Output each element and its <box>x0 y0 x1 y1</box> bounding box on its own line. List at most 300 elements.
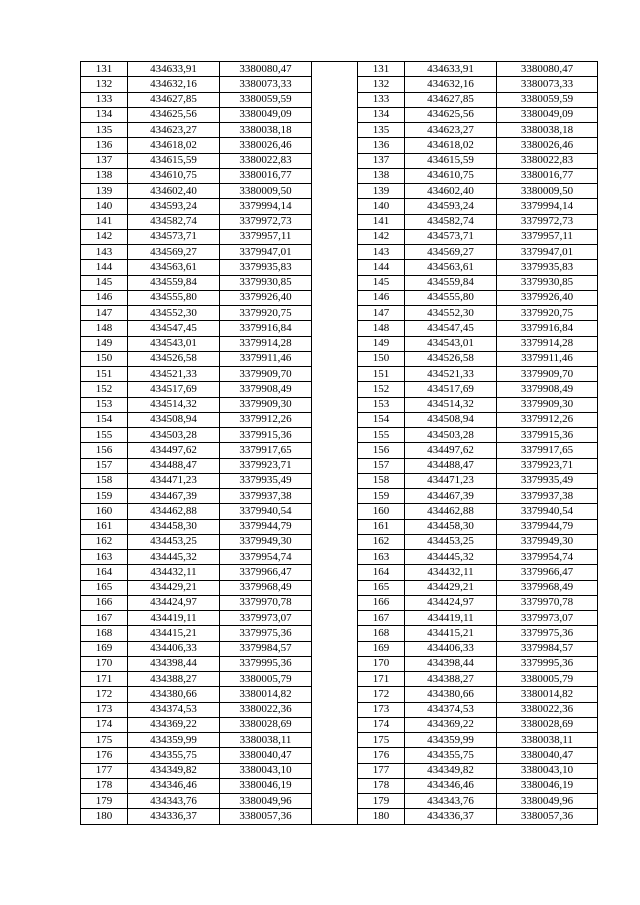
right-x-coordinate-cell: 434555,80 <box>405 290 497 305</box>
left-y-coordinate-cell: 3380046,19 <box>220 778 312 793</box>
spacer-column-cell <box>312 260 358 275</box>
left-point-number-cell: 166 <box>81 595 128 610</box>
spacer-column-cell <box>312 351 358 366</box>
right-x-coordinate-cell: 434623,27 <box>405 123 497 138</box>
spacer-column-cell <box>312 733 358 748</box>
left-y-coordinate-cell: 3379957,11 <box>220 229 312 244</box>
table-row <box>81 397 598 412</box>
right-y-coordinate-cell: 3380038,11 <box>497 733 598 748</box>
table-row <box>81 672 598 687</box>
left-x-coordinate-cell: 434627,85 <box>128 92 220 107</box>
left-point-number-cell: 148 <box>81 321 128 336</box>
left-y-coordinate-cell: 3379935,49 <box>220 473 312 488</box>
left-point-number-cell: 143 <box>81 245 128 260</box>
left-point-number-cell: 155 <box>81 428 128 443</box>
spacer-column-cell <box>312 702 358 717</box>
left-x-coordinate-cell: 434559,84 <box>128 275 220 290</box>
right-y-coordinate-cell: 3380014,82 <box>497 687 598 702</box>
right-y-coordinate-cell: 3379973,07 <box>497 611 598 626</box>
table-row <box>81 717 598 732</box>
table-row <box>81 62 598 77</box>
coordinates-table-body <box>81 62 598 825</box>
left-point-number-cell: 142 <box>81 229 128 244</box>
left-x-coordinate-cell: 434432,11 <box>128 565 220 580</box>
spacer-column-cell <box>312 489 358 504</box>
spacer-column-cell <box>312 214 358 229</box>
spacer-column-cell <box>312 473 358 488</box>
right-y-coordinate-cell: 3380043,10 <box>497 763 598 778</box>
right-x-coordinate-cell: 434573,71 <box>405 229 497 244</box>
left-y-coordinate-cell: 3380073,33 <box>220 77 312 92</box>
left-x-coordinate-cell: 434369,22 <box>128 717 220 732</box>
left-y-coordinate-cell: 3379968,49 <box>220 580 312 595</box>
table-row <box>81 428 598 443</box>
spacer-column-cell <box>312 717 358 732</box>
table-row <box>81 107 598 122</box>
spacer-column-cell <box>312 77 358 92</box>
right-point-number-cell: 143 <box>358 245 405 260</box>
right-x-coordinate-cell: 434582,74 <box>405 214 497 229</box>
right-point-number-cell: 135 <box>358 123 405 138</box>
right-x-coordinate-cell: 434593,24 <box>405 199 497 214</box>
right-x-coordinate-cell: 434406,33 <box>405 641 497 656</box>
spacer-column-cell <box>312 290 358 305</box>
left-x-coordinate-cell: 434445,32 <box>128 550 220 565</box>
right-x-coordinate-cell: 434424,97 <box>405 595 497 610</box>
right-x-coordinate-cell: 434552,30 <box>405 306 497 321</box>
right-point-number-cell: 144 <box>358 260 405 275</box>
right-y-coordinate-cell: 3380040,47 <box>497 748 598 763</box>
table-row <box>81 595 598 610</box>
right-y-coordinate-cell: 3379920,75 <box>497 306 598 321</box>
table-row <box>81 123 598 138</box>
table-row <box>81 351 598 366</box>
right-point-number-cell: 173 <box>358 702 405 717</box>
right-x-coordinate-cell: 434369,22 <box>405 717 497 732</box>
spacer-column-cell <box>312 168 358 183</box>
left-point-number-cell: 165 <box>81 580 128 595</box>
left-x-coordinate-cell: 434623,27 <box>128 123 220 138</box>
left-y-coordinate-cell: 3380038,18 <box>220 123 312 138</box>
table-row <box>81 656 598 671</box>
right-x-coordinate-cell: 434618,02 <box>405 138 497 153</box>
right-point-number-cell: 155 <box>358 428 405 443</box>
left-point-number-cell: 170 <box>81 656 128 671</box>
right-point-number-cell: 158 <box>358 473 405 488</box>
right-x-coordinate-cell: 434336,37 <box>405 809 497 824</box>
left-point-number-cell: 171 <box>81 672 128 687</box>
table-row <box>81 641 598 656</box>
left-y-coordinate-cell: 3379995,36 <box>220 656 312 671</box>
right-point-number-cell: 162 <box>358 534 405 549</box>
spacer-column-cell <box>312 153 358 168</box>
left-x-coordinate-cell: 434593,24 <box>128 199 220 214</box>
left-point-number-cell: 152 <box>81 382 128 397</box>
right-x-coordinate-cell: 434346,46 <box>405 778 497 793</box>
left-x-coordinate-cell: 434503,28 <box>128 428 220 443</box>
left-point-number-cell: 153 <box>81 397 128 412</box>
right-point-number-cell: 165 <box>358 580 405 595</box>
right-y-coordinate-cell: 3380038,18 <box>497 123 598 138</box>
left-y-coordinate-cell: 3380057,36 <box>220 809 312 824</box>
table-row <box>81 92 598 107</box>
right-x-coordinate-cell: 434432,11 <box>405 565 497 580</box>
right-x-coordinate-cell: 434374,53 <box>405 702 497 717</box>
table-row <box>81 306 598 321</box>
left-point-number-cell: 160 <box>81 504 128 519</box>
right-y-coordinate-cell: 3379947,01 <box>497 245 598 260</box>
left-y-coordinate-cell: 3379947,01 <box>220 245 312 260</box>
right-y-coordinate-cell: 3380080,47 <box>497 62 598 77</box>
spacer-column-cell <box>312 580 358 595</box>
table-row <box>81 412 598 427</box>
left-x-coordinate-cell: 434380,66 <box>128 687 220 702</box>
left-y-coordinate-cell: 3380059,59 <box>220 92 312 107</box>
left-x-coordinate-cell: 434424,97 <box>128 595 220 610</box>
right-y-coordinate-cell: 3380016,77 <box>497 168 598 183</box>
spacer-column-cell <box>312 778 358 793</box>
right-x-coordinate-cell: 434458,30 <box>405 519 497 534</box>
spacer-column-cell <box>312 245 358 260</box>
left-x-coordinate-cell: 434521,33 <box>128 367 220 382</box>
left-y-coordinate-cell: 3379954,74 <box>220 550 312 565</box>
right-y-coordinate-cell: 3380049,09 <box>497 107 598 122</box>
left-y-coordinate-cell: 3380049,09 <box>220 107 312 122</box>
left-point-number-cell: 176 <box>81 748 128 763</box>
left-x-coordinate-cell: 434526,58 <box>128 351 220 366</box>
right-point-number-cell: 171 <box>358 672 405 687</box>
right-x-coordinate-cell: 434569,27 <box>405 245 497 260</box>
right-y-coordinate-cell: 3380057,36 <box>497 809 598 824</box>
right-x-coordinate-cell: 434633,91 <box>405 62 497 77</box>
left-x-coordinate-cell: 434406,33 <box>128 641 220 656</box>
left-point-number-cell: 164 <box>81 565 128 580</box>
right-y-coordinate-cell: 3379908,49 <box>497 382 598 397</box>
table-row <box>81 504 598 519</box>
right-point-number-cell: 180 <box>358 809 405 824</box>
spacer-column-cell <box>312 641 358 656</box>
right-point-number-cell: 140 <box>358 199 405 214</box>
right-x-coordinate-cell: 434610,75 <box>405 168 497 183</box>
left-x-coordinate-cell: 434359,99 <box>128 733 220 748</box>
right-point-number-cell: 166 <box>358 595 405 610</box>
left-y-coordinate-cell: 3379908,49 <box>220 382 312 397</box>
table-row <box>81 489 598 504</box>
right-y-coordinate-cell: 3379911,46 <box>497 351 598 366</box>
left-x-coordinate-cell: 434508,94 <box>128 412 220 427</box>
left-point-number-cell: 180 <box>81 809 128 824</box>
right-y-coordinate-cell: 3379935,49 <box>497 473 598 488</box>
left-y-coordinate-cell: 3380009,50 <box>220 184 312 199</box>
left-point-number-cell: 147 <box>81 306 128 321</box>
right-point-number-cell: 172 <box>358 687 405 702</box>
right-y-coordinate-cell: 3380073,33 <box>497 77 598 92</box>
left-x-coordinate-cell: 434467,39 <box>128 489 220 504</box>
left-point-number-cell: 144 <box>81 260 128 275</box>
right-point-number-cell: 175 <box>358 733 405 748</box>
spacer-column-cell <box>312 794 358 809</box>
right-point-number-cell: 176 <box>358 748 405 763</box>
spacer-column-cell <box>312 138 358 153</box>
spacer-column-cell <box>312 504 358 519</box>
right-y-coordinate-cell: 3379957,11 <box>497 229 598 244</box>
right-point-number-cell: 161 <box>358 519 405 534</box>
right-x-coordinate-cell: 434526,58 <box>405 351 497 366</box>
left-point-number-cell: 159 <box>81 489 128 504</box>
right-y-coordinate-cell: 3380046,19 <box>497 778 598 793</box>
left-x-coordinate-cell: 434388,27 <box>128 672 220 687</box>
left-x-coordinate-cell: 434458,30 <box>128 519 220 534</box>
spacer-column-cell <box>312 656 358 671</box>
left-point-number-cell: 141 <box>81 214 128 229</box>
left-y-coordinate-cell: 3379949,30 <box>220 534 312 549</box>
spacer-column-cell <box>312 62 358 77</box>
table-row <box>81 748 598 763</box>
left-x-coordinate-cell: 434398,44 <box>128 656 220 671</box>
left-point-number-cell: 168 <box>81 626 128 641</box>
left-y-coordinate-cell: 3379975,36 <box>220 626 312 641</box>
right-x-coordinate-cell: 434471,23 <box>405 473 497 488</box>
left-point-number-cell: 133 <box>81 92 128 107</box>
right-x-coordinate-cell: 434514,32 <box>405 397 497 412</box>
left-y-coordinate-cell: 3379920,75 <box>220 306 312 321</box>
left-point-number-cell: 158 <box>81 473 128 488</box>
left-point-number-cell: 134 <box>81 107 128 122</box>
left-y-coordinate-cell: 3380016,77 <box>220 168 312 183</box>
table-row <box>81 367 598 382</box>
right-y-coordinate-cell: 3380009,50 <box>497 184 598 199</box>
left-x-coordinate-cell: 434552,30 <box>128 306 220 321</box>
left-x-coordinate-cell: 434625,56 <box>128 107 220 122</box>
left-point-number-cell: 174 <box>81 717 128 732</box>
right-x-coordinate-cell: 434508,94 <box>405 412 497 427</box>
right-y-coordinate-cell: 3379994,14 <box>497 199 598 214</box>
table-row <box>81 534 598 549</box>
right-point-number-cell: 157 <box>358 458 405 473</box>
left-y-coordinate-cell: 3379926,40 <box>220 290 312 305</box>
table-row <box>81 214 598 229</box>
left-x-coordinate-cell: 434547,45 <box>128 321 220 336</box>
right-point-number-cell: 153 <box>358 397 405 412</box>
right-point-number-cell: 159 <box>358 489 405 504</box>
left-point-number-cell: 175 <box>81 733 128 748</box>
right-point-number-cell: 152 <box>358 382 405 397</box>
right-point-number-cell: 156 <box>358 443 405 458</box>
right-y-coordinate-cell: 3380028,69 <box>497 717 598 732</box>
right-x-coordinate-cell: 434625,56 <box>405 107 497 122</box>
left-y-coordinate-cell: 3379909,30 <box>220 397 312 412</box>
right-y-coordinate-cell: 3380049,96 <box>497 794 598 809</box>
right-point-number-cell: 137 <box>358 153 405 168</box>
right-point-number-cell: 160 <box>358 504 405 519</box>
spacer-column-cell <box>312 367 358 382</box>
left-x-coordinate-cell: 434563,61 <box>128 260 220 275</box>
left-y-coordinate-cell: 3379970,78 <box>220 595 312 610</box>
left-point-number-cell: 149 <box>81 336 128 351</box>
left-y-coordinate-cell: 3379917,65 <box>220 443 312 458</box>
left-y-coordinate-cell: 3380043,10 <box>220 763 312 778</box>
coordinates-table <box>80 61 598 825</box>
table-row <box>81 184 598 199</box>
right-y-coordinate-cell: 3379914,28 <box>497 336 598 351</box>
table-row <box>81 763 598 778</box>
right-x-coordinate-cell: 434615,59 <box>405 153 497 168</box>
right-x-coordinate-cell: 434388,27 <box>405 672 497 687</box>
left-y-coordinate-cell: 3379909,70 <box>220 367 312 382</box>
left-y-coordinate-cell: 3380028,69 <box>220 717 312 732</box>
left-y-coordinate-cell: 3379940,54 <box>220 504 312 519</box>
left-point-number-cell: 139 <box>81 184 128 199</box>
right-x-coordinate-cell: 434497,62 <box>405 443 497 458</box>
left-y-coordinate-cell: 3379912,26 <box>220 412 312 427</box>
right-point-number-cell: 148 <box>358 321 405 336</box>
spacer-column-cell <box>312 595 358 610</box>
right-x-coordinate-cell: 434343,76 <box>405 794 497 809</box>
spacer-column-cell <box>312 809 358 824</box>
left-y-coordinate-cell: 3379935,83 <box>220 260 312 275</box>
right-x-coordinate-cell: 434563,61 <box>405 260 497 275</box>
right-y-coordinate-cell: 3380026,46 <box>497 138 598 153</box>
spacer-column-cell <box>312 565 358 580</box>
left-point-number-cell: 131 <box>81 62 128 77</box>
table-row <box>81 687 598 702</box>
right-point-number-cell: 170 <box>358 656 405 671</box>
right-x-coordinate-cell: 434517,69 <box>405 382 497 397</box>
left-y-coordinate-cell: 3380014,82 <box>220 687 312 702</box>
right-point-number-cell: 169 <box>358 641 405 656</box>
left-point-number-cell: 135 <box>81 123 128 138</box>
spacer-column-cell <box>312 672 358 687</box>
right-point-number-cell: 136 <box>358 138 405 153</box>
table-row <box>81 702 598 717</box>
left-x-coordinate-cell: 434471,23 <box>128 473 220 488</box>
right-point-number-cell: 174 <box>358 717 405 732</box>
left-y-coordinate-cell: 3380080,47 <box>220 62 312 77</box>
right-y-coordinate-cell: 3380059,59 <box>497 92 598 107</box>
left-y-coordinate-cell: 3379966,47 <box>220 565 312 580</box>
spacer-column-cell <box>312 336 358 351</box>
table-row <box>81 443 598 458</box>
left-x-coordinate-cell: 434543,01 <box>128 336 220 351</box>
right-point-number-cell: 147 <box>358 306 405 321</box>
left-y-coordinate-cell: 3379923,71 <box>220 458 312 473</box>
spacer-column-cell <box>312 519 358 534</box>
table-row <box>81 794 598 809</box>
table-row <box>81 168 598 183</box>
left-point-number-cell: 156 <box>81 443 128 458</box>
right-x-coordinate-cell: 434445,32 <box>405 550 497 565</box>
left-point-number-cell: 169 <box>81 641 128 656</box>
left-x-coordinate-cell: 434569,27 <box>128 245 220 260</box>
left-point-number-cell: 140 <box>81 199 128 214</box>
left-x-coordinate-cell: 434355,75 <box>128 748 220 763</box>
left-point-number-cell: 146 <box>81 290 128 305</box>
right-point-number-cell: 132 <box>358 77 405 92</box>
right-point-number-cell: 149 <box>358 336 405 351</box>
right-y-coordinate-cell: 3379975,36 <box>497 626 598 641</box>
right-y-coordinate-cell: 3379935,83 <box>497 260 598 275</box>
right-point-number-cell: 164 <box>358 565 405 580</box>
right-point-number-cell: 150 <box>358 351 405 366</box>
right-y-coordinate-cell: 3379923,71 <box>497 458 598 473</box>
table-row <box>81 565 598 580</box>
left-point-number-cell: 172 <box>81 687 128 702</box>
left-point-number-cell: 132 <box>81 77 128 92</box>
spacer-column-cell <box>312 626 358 641</box>
left-y-coordinate-cell: 3380022,36 <box>220 702 312 717</box>
right-x-coordinate-cell: 434547,45 <box>405 321 497 336</box>
right-x-coordinate-cell: 434543,01 <box>405 336 497 351</box>
right-y-coordinate-cell: 3379916,84 <box>497 321 598 336</box>
left-x-coordinate-cell: 434615,59 <box>128 153 220 168</box>
table-row <box>81 519 598 534</box>
left-point-number-cell: 162 <box>81 534 128 549</box>
left-y-coordinate-cell: 3379972,73 <box>220 214 312 229</box>
table-row <box>81 260 598 275</box>
spacer-column-cell <box>312 184 358 199</box>
left-x-coordinate-cell: 434555,80 <box>128 290 220 305</box>
right-y-coordinate-cell: 3379968,49 <box>497 580 598 595</box>
left-y-coordinate-cell: 3380049,96 <box>220 794 312 809</box>
right-y-coordinate-cell: 3379944,79 <box>497 519 598 534</box>
table-row <box>81 580 598 595</box>
left-point-number-cell: 167 <box>81 611 128 626</box>
left-y-coordinate-cell: 3379914,28 <box>220 336 312 351</box>
right-point-number-cell: 141 <box>358 214 405 229</box>
right-x-coordinate-cell: 434355,75 <box>405 748 497 763</box>
right-y-coordinate-cell: 3379930,85 <box>497 275 598 290</box>
right-point-number-cell: 179 <box>358 794 405 809</box>
left-x-coordinate-cell: 434462,88 <box>128 504 220 519</box>
right-y-coordinate-cell: 3380022,83 <box>497 153 598 168</box>
table-row <box>81 382 598 397</box>
left-x-coordinate-cell: 434429,21 <box>128 580 220 595</box>
spacer-column-cell <box>312 611 358 626</box>
left-y-coordinate-cell: 3380026,46 <box>220 138 312 153</box>
right-point-number-cell: 163 <box>358 550 405 565</box>
right-y-coordinate-cell: 3379909,70 <box>497 367 598 382</box>
left-point-number-cell: 177 <box>81 763 128 778</box>
right-x-coordinate-cell: 434632,16 <box>405 77 497 92</box>
right-x-coordinate-cell: 434488,47 <box>405 458 497 473</box>
right-y-coordinate-cell: 3379972,73 <box>497 214 598 229</box>
right-point-number-cell: 139 <box>358 184 405 199</box>
table-row <box>81 626 598 641</box>
right-x-coordinate-cell: 434429,21 <box>405 580 497 595</box>
table-row <box>81 199 598 214</box>
left-y-coordinate-cell: 3379973,07 <box>220 611 312 626</box>
left-x-coordinate-cell: 434336,37 <box>128 809 220 824</box>
table-row <box>81 550 598 565</box>
right-x-coordinate-cell: 434415,21 <box>405 626 497 641</box>
table-row <box>81 458 598 473</box>
left-y-coordinate-cell: 3379916,84 <box>220 321 312 336</box>
right-x-coordinate-cell: 434453,25 <box>405 534 497 549</box>
right-x-coordinate-cell: 434462,88 <box>405 504 497 519</box>
spacer-column-cell <box>312 229 358 244</box>
right-point-number-cell: 178 <box>358 778 405 793</box>
left-x-coordinate-cell: 434514,32 <box>128 397 220 412</box>
left-x-coordinate-cell: 434374,53 <box>128 702 220 717</box>
right-y-coordinate-cell: 3379966,47 <box>497 565 598 580</box>
left-point-number-cell: 157 <box>81 458 128 473</box>
right-y-coordinate-cell: 3379926,40 <box>497 290 598 305</box>
left-y-coordinate-cell: 3379911,46 <box>220 351 312 366</box>
right-x-coordinate-cell: 434627,85 <box>405 92 497 107</box>
right-x-coordinate-cell: 434467,39 <box>405 489 497 504</box>
left-point-number-cell: 161 <box>81 519 128 534</box>
left-x-coordinate-cell: 434632,16 <box>128 77 220 92</box>
